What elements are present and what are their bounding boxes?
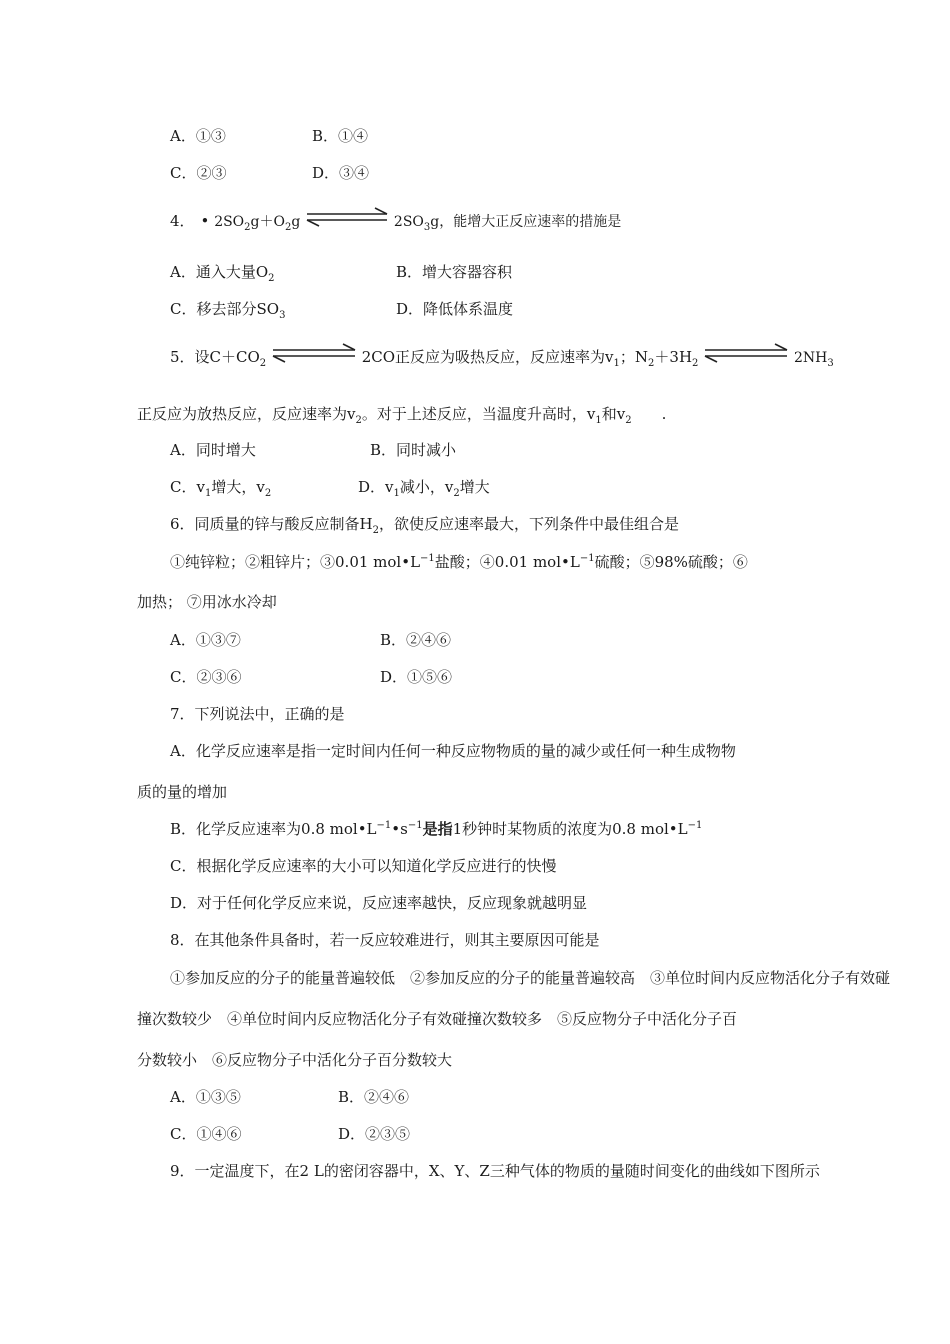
q4-option-b: B．增大容器容积: [396, 263, 513, 281]
q6-conditions-line1: ①纯锌粒；②粗锌片；③0.01 $mol•L^{-1}$盐酸；④0.01 $mol•L^{-1}$硫酸；⑤98%硫酸；⑥: [170, 553, 748, 571]
equilibrium-arrow-icon: [271, 348, 357, 368]
q8-option-a: A．①③⑤: [170, 1088, 241, 1106]
q3-option-c: C．②③: [170, 164, 227, 182]
q7-option-b: B．化学反应速率为0.8 $mol•L^{-1}•s^{-1}$是指1秒钟时某物质的浓度为0.8 $mol•L^{-1}$: [170, 820, 703, 838]
q5-option-d: D．$v_1$减小，$v_2$增大: [358, 478, 490, 499]
q6-option-c: C．②③⑥: [170, 668, 242, 686]
q7-option-a-line1: A．化学反应速率是指一定时间内任何一种反应物物质的量的减少或任何一种生成物物: [170, 742, 736, 760]
q6-stem: 6．同质量的锌与酸反应制备$H_2$，欲使反应速率最大，下列条件中最佳组合是: [170, 515, 680, 536]
q5-option-c: C．$v_1$增大，$v_2$: [170, 478, 272, 499]
q7-stem: 7．下列说法中，正确的是: [170, 705, 345, 723]
q6-option-a: A．①③⑦: [170, 631, 241, 649]
q8-statements-line2: 撞次数较少 ④单位时间内反应物活化分子有效碰撞次数较多 ⑤反应物分子中活化分子百: [137, 1010, 738, 1028]
q5-stem-line1: 5．设$C+CO_2$ 2CO正反应为吸热反应，反应速率为$v_1$；$N_2+3H_2$ $2NH_3$: [170, 347, 834, 368]
q4-rhs: $2SO_3g$，能增大正反应速率的措施是: [393, 214, 622, 233]
q7-option-c: C．根据化学反应速率的大小可以知道化学反应进行的快慢: [170, 857, 557, 875]
q4-option-c: C．移去部分$SO_3$: [170, 300, 286, 321]
q7-option-d: D．对于任何化学反应来说，反应速率越快，反应现象就越明显: [170, 894, 588, 912]
q6-option-b: B．②④⑥: [380, 631, 452, 649]
q3-option-a: A．①③: [170, 127, 226, 145]
q6-conditions-line2: 加热； ⑦用冰水冷却: [137, 593, 277, 611]
q4-lhs: $2SO_2g+O_2g$: [214, 214, 301, 233]
equilibrium-arrow-icon: [703, 348, 789, 368]
q4-option-a: A．通入大量$O_2$: [170, 263, 275, 284]
q8-option-b: B．②④⑥: [338, 1088, 410, 1106]
q8-statements-line1: ①参加反应的分子的能量普遍较低 ②参加反应的分子的能量普遍较高 ③单位时间内反应物活化分子有效碰: [170, 969, 891, 987]
q3-option-d: D．③④: [312, 164, 370, 182]
q5-option-a: A．同时增大: [170, 441, 256, 459]
q5-option-b: B．同时减小: [370, 441, 457, 459]
q4-number: 4．: [170, 212, 195, 230]
equilibrium-arrow-icon: [305, 212, 389, 232]
q8-stem: 8．在其他条件具备时，若一反应较难进行，则其主要原因可能是: [170, 931, 600, 949]
q8-option-d: D．②③⑤: [338, 1125, 411, 1143]
q4-dot: •: [200, 212, 210, 230]
q7-option-a-line2: 质的量的增加: [137, 783, 228, 801]
q6-option-d: D．①⑤⑥: [380, 668, 453, 686]
q9-stem: 9．一定温度下，在2 L的密闭容器中，X、Y、Z三种气体的物质的量随时间变化的曲线如下图所示: [170, 1162, 820, 1180]
q4-stem: [170, 211, 621, 232]
q5-stem-line2: 正反应为放热反应，反应速率为$v_2$。对于上述反应，当温度升高时，$v_1$和$v_2$ .: [137, 405, 667, 426]
q8-statements-line3: 分数较小 ⑥反应物分子中活化分子百分数较大: [137, 1051, 453, 1069]
q4-option-d: D．降低体系温度: [396, 300, 514, 318]
q3-option-b: B．①④: [312, 127, 369, 145]
q8-option-c: C．①④⑥: [170, 1125, 242, 1143]
